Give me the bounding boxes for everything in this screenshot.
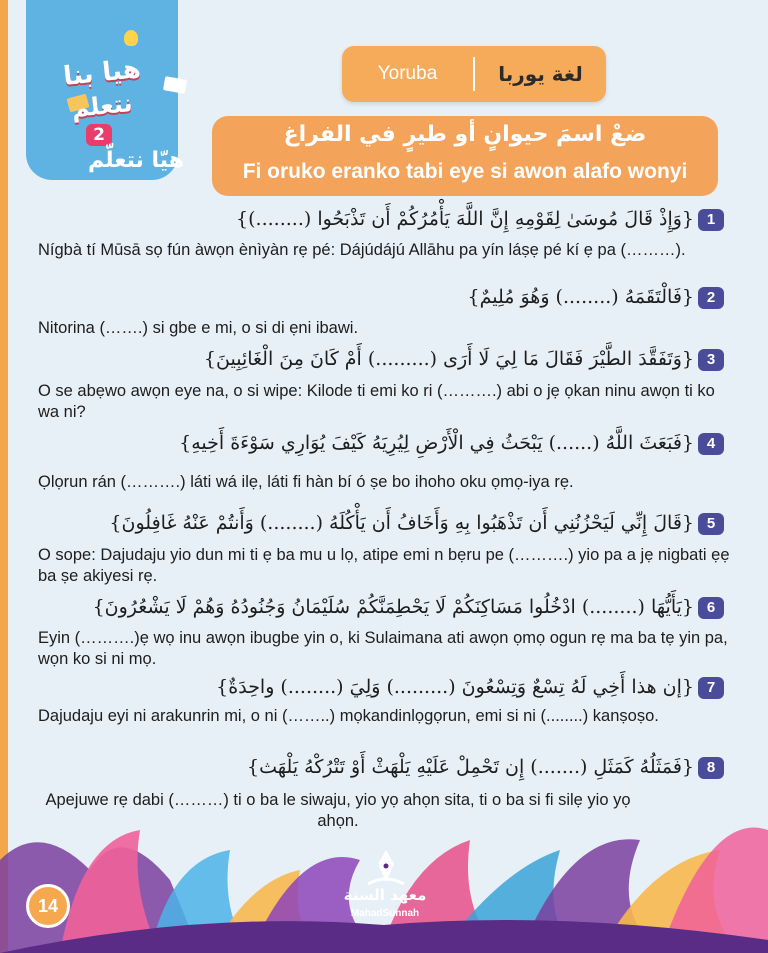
item-8-arabic [247,756,724,779]
item-2-arabic [468,286,724,309]
item-1-arabic [236,208,724,231]
pen-nib-logo-icon [364,848,408,888]
logo-english: MahadSunnah [350,908,420,919]
item-number-badge: 2 [698,287,724,309]
language-arabic: لغة يوربا [498,62,583,86]
item-7-arabic [216,676,724,699]
item-number-badge: 8 [698,757,724,779]
item-5-translation: O sope: Dajudaju yio dun mi ti ẹ ba mu u lọ, atipe emi n bẹru pe (……….) yio pa a jẹ nigbati ẹẹ ba ṣe akiyesi rẹ. [38,546,730,585]
series-badge [26,0,185,180]
item-number-badge: 7 [698,677,724,699]
item-arabic-text: {إن هذا أَخِي لَهُ تِسْعٌ وَتِسْعُونَ (.........) وَلِيَ (........) واحِدَةٌ} [216,676,694,698]
logo-arabic: معهد السنة [343,886,427,904]
item-3-arabic [204,348,724,371]
item-number-badge: 5 [698,513,724,535]
instruction-english: Fi oruko eranko tabi eye si awon alafo wonyi [242,160,688,183]
item-3-translation: O se abẹwo awọn eye na, o si wipe: Kilode ti emi ko ri (……….) abi o jẹ ọkan ninu awọn ti ko wa ni? [38,382,715,421]
item-2-translation: Nitorina (…….) si gbe e mi, o si di ẹni ibawi. [38,319,359,337]
item-arabic-text: {يَأَيُّهَا (........) ادْخُلُوا مَسَاكِنَكُمْ لَا يَحْطِمَنَّكُمْ سُلَيْمَانُ وَجُنُودُهُ وَهُمْ لَا يَشْعُرُونَ} [92,596,694,618]
badge-title-line1: هيا بنا [61,54,143,92]
badge-title-line2: نتعلم [70,88,134,124]
language-english: Yoruba [377,63,438,84]
item-arabic-text: {وَتَفَقَّدَ الطَّيْرَ فَقَالَ مَا لِيَ لَا أَرَى (.........) أَمْ كَانَ مِنَ الْغَائِبِينَ} [203,348,694,370]
item-number-badge: 6 [698,597,724,619]
item-8-translation: Apejuwe rẹ dabi (………) ti o ba le siwaju, yio yọ ahọn sita, ti o ba si fi silẹ yio yọ ahọn. [45,791,631,830]
item-number-badge: 1 [698,209,724,231]
item-arabic-text: {فَبَعَثَ اللَّهُ (......) يَبْحَثُ فِي الْأَرْضِ لِيُرِيَهُ كَيْفَ يُوَارِي سَوْءَةَ أَخِيهِ} [179,432,694,454]
item-number-badge: 3 [698,349,724,371]
page-number: 14 [26,884,70,928]
item-arabic-text: {وَإِذْ قَالَ مُوسَىٰ لِقَوْمِهِ إِنَّ اللَّهَ يَأْمُرُكُمْ أَن تَذْبَحُوا (........)} [236,208,694,230]
item-arabic-text: {قَالَ إِنِّي لَيَحْزُنُنِي أَن تَذْهَبُوا بِهِ وَأَخَافُ أَن يَأْكُلَهُ (........) وَأَنتُمْ عَنْهُ غَافِلُونَ} [109,512,694,534]
instruction-box [212,116,718,196]
item-4-translation: Ọlọrun rán (……….) láti wá ilẹ, láti fi hàn bí ó ṣe bo ihoho oku ọmọ-iya rẹ. [38,473,574,491]
item-6-arabic [93,596,724,619]
item-5-arabic [109,512,724,535]
instruction-arabic: ضعْ اسمَ حيوانٍ أو طيرٍ في الفراغ [283,122,647,147]
item-7-translation: Dajudaju eyi ni arakunrin mi, o ni (……..) mọkandinlọgọrun, emi si ni (........) kanṣoṣo. [38,707,659,725]
item-6-translation: Eyin (……….)ẹ wọ inu awọn ibugbe yin o, ki Sulaimana ati awọn ọmọ ogun rẹ ma ba tẹ yin pa, wọn ko si ni mọ. [38,629,728,668]
badge-brand: هيّا نتعلّم [87,148,185,173]
item-4-arabic [179,432,724,455]
item-number-badge: 4 [698,433,724,455]
lightbulb-icon [124,30,138,46]
badge-level-number: 2 [86,124,112,146]
language-pill [342,46,606,102]
item-1-translation: Nígbà tí Mūsā sọ fún àwọn ènìyàn rẹ pé: Dájúdájú Allāhu pa yín láṣẹ pé kí ẹ pa (………). [38,241,686,259]
item-arabic-text: {فَالْتَقَمَهُ (........) وَهُوَ مُلِيمٌ} [467,286,694,308]
item-arabic-text: {فَمَثَلُهُ كَمَثَلِ (.......) إِن تَحْمِلْ عَلَيْهِ يَلْهَثْ أَوْ تَتْرُكْهُ يَلْهَث} [247,756,694,778]
